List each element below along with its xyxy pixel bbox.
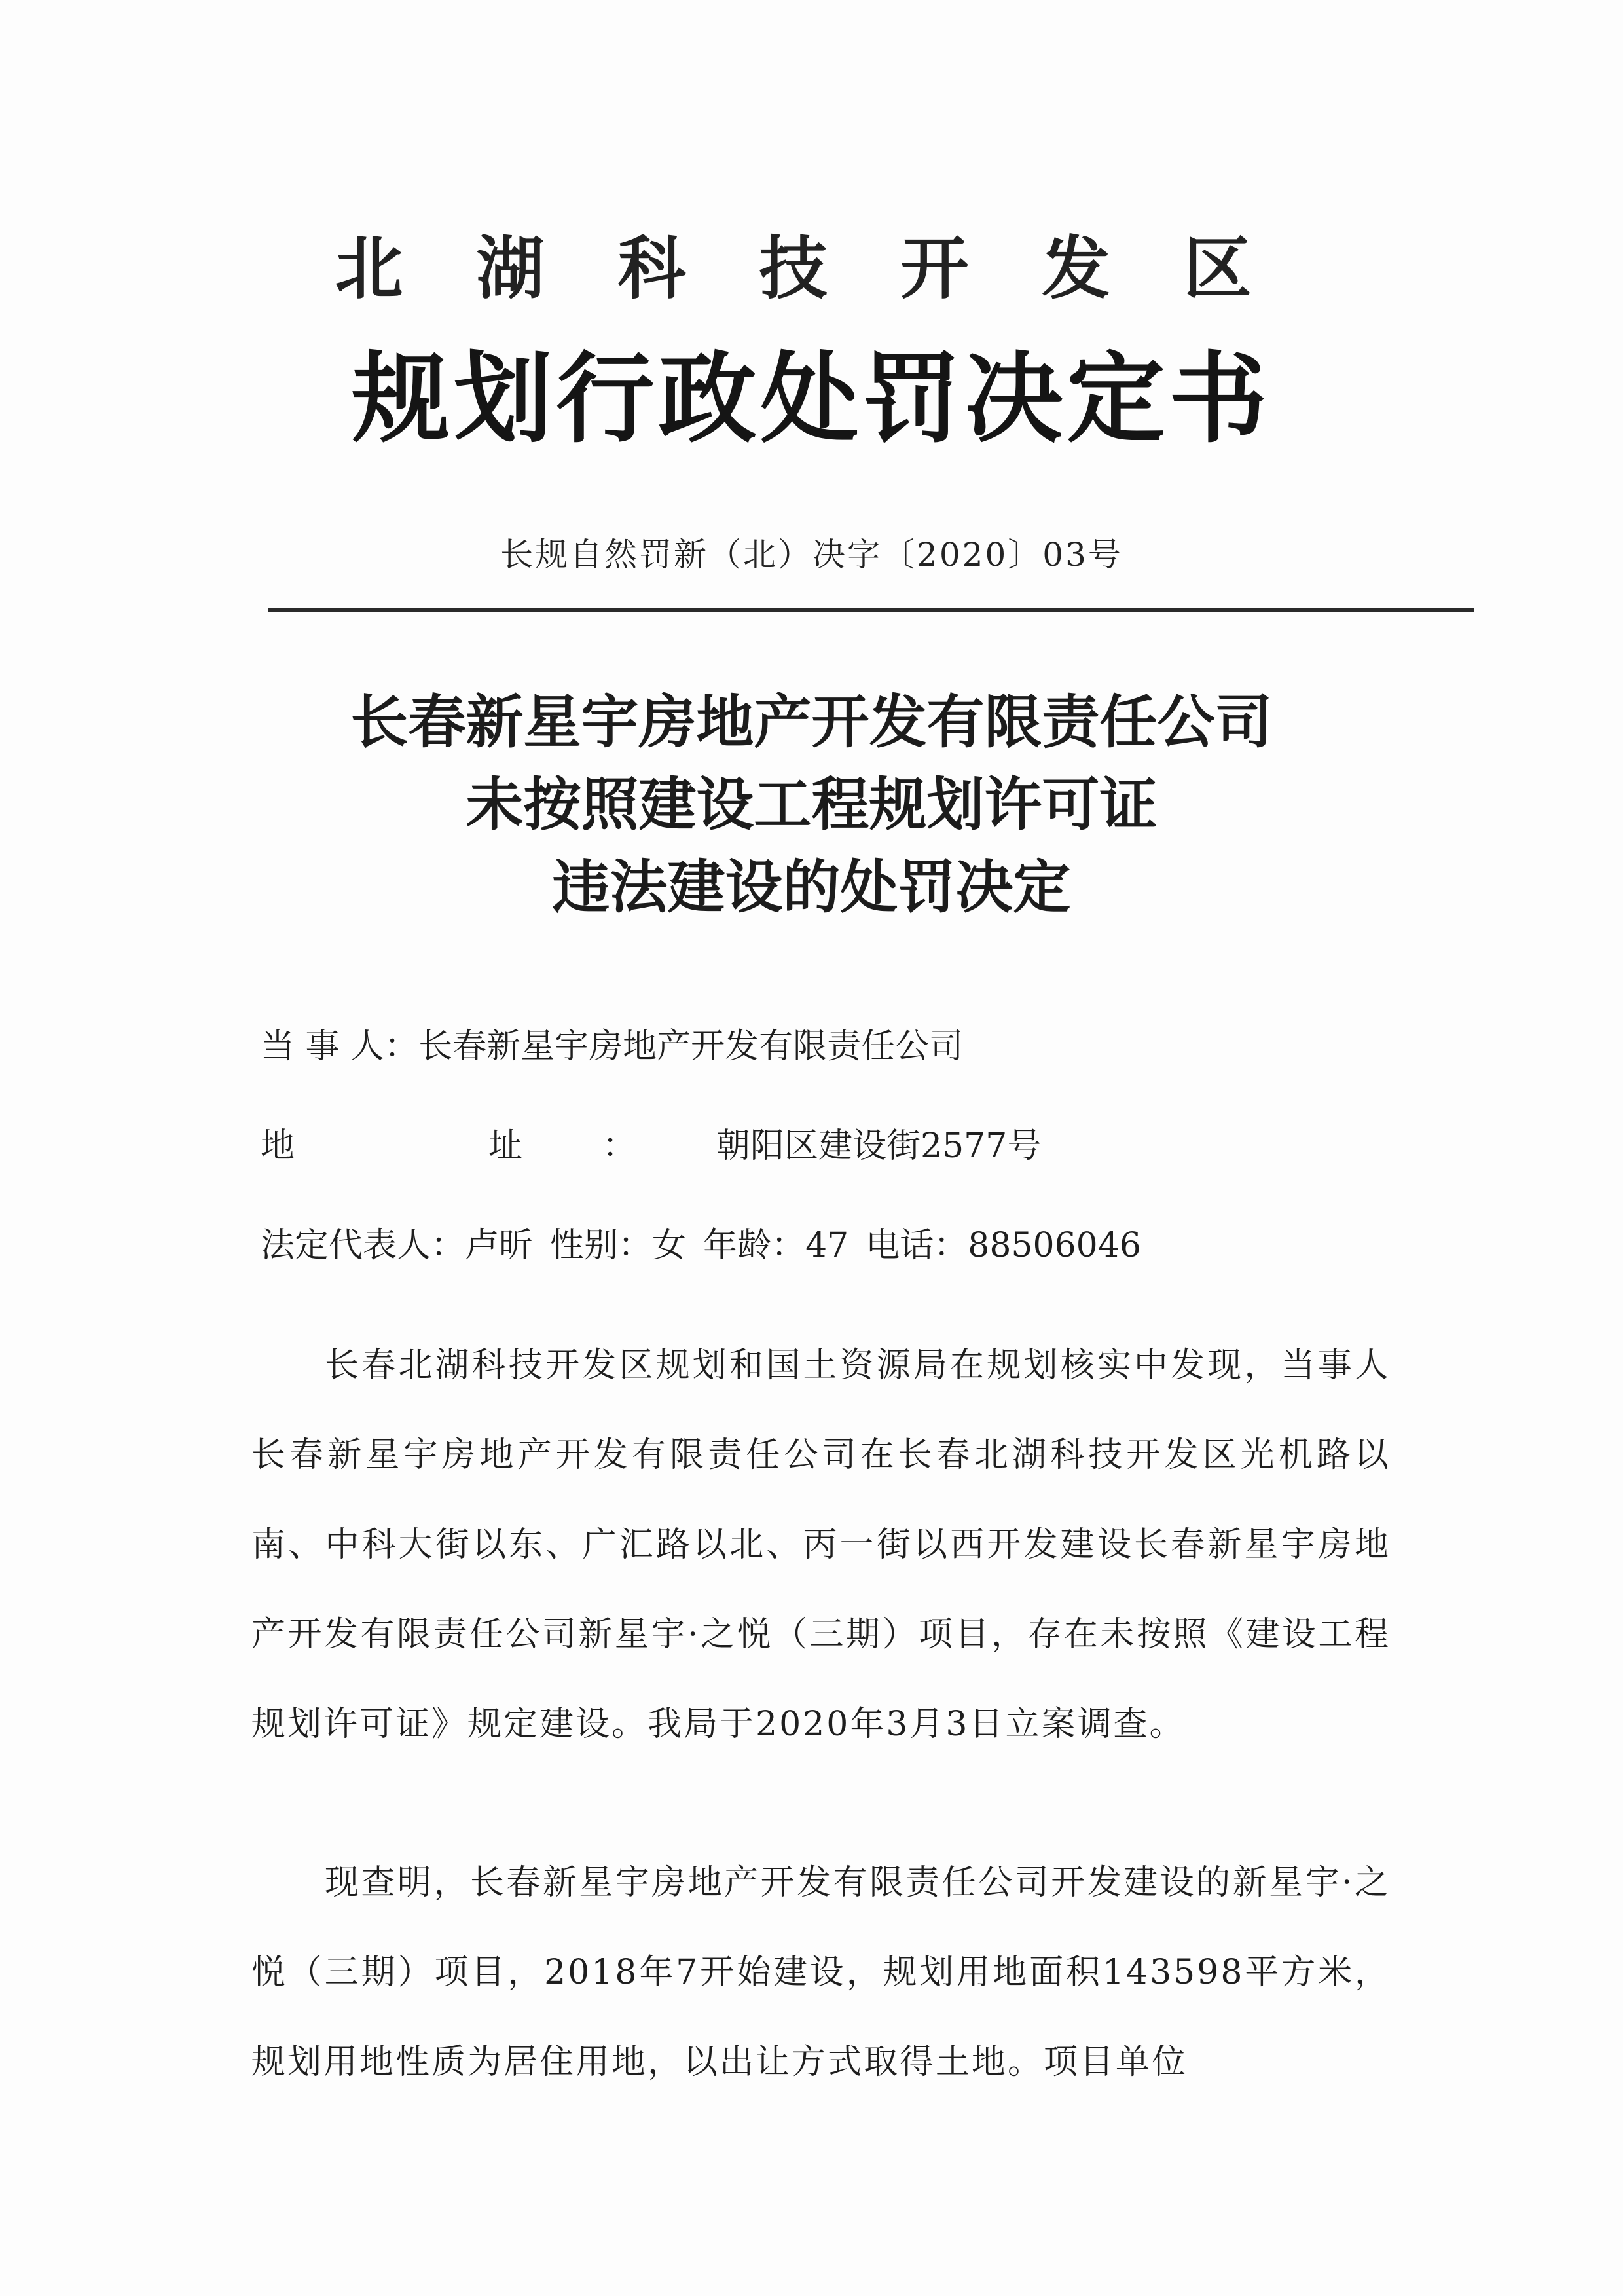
- gender-value: 女: [652, 1226, 687, 1265]
- party-name-label: 当 事 人：: [261, 1027, 419, 1066]
- party-name-row: [261, 1022, 1141, 1121]
- document-type-title: 规划行政处罚决定书: [352, 343, 1271, 456]
- subject-line-1: 长春新星宇房地产开发有限责任公司: [350, 688, 1273, 756]
- party-address-label: 地 址：: [261, 1126, 717, 1166]
- issuer-title: 北湖科技开发区: [335, 229, 1325, 308]
- party-address-row: [261, 1121, 1141, 1221]
- phone-label: 电话：: [866, 1226, 968, 1265]
- party-name-value: 长春新星宇房地产开发有限责任公司: [418, 1027, 964, 1066]
- age-value: 47: [805, 1226, 849, 1265]
- subject-line-3: 违法建设的处罚决定: [552, 853, 1071, 921]
- body-paragraph-1: 长春北湖科技开发区规划和国土资源局在规划核实中发现，当事人长春新星宇房地产开发有限责任公司在长春北湖科技开发区光机路以南、中科大街以东、广汇路以北、丙一街以西开发建设长春新星宇房地产开发有限责任公司新星宇·之悦（三期）项目，存在未按照《建设工程规划许可证》规定建设。我局于2020年3月3日立案调查。: [251, 1346, 1391, 1744]
- phone-value: 88506046: [968, 1226, 1141, 1265]
- decision-subject: [0, 681, 1623, 929]
- age-label: 年龄：: [703, 1226, 806, 1265]
- party-address-value: 朝阳区建设街2577号: [716, 1126, 1042, 1166]
- header-divider: [268, 608, 1474, 612]
- party-info: [261, 1022, 1141, 1320]
- document-number: 长规自然罚新（北）决字〔2020〕03号: [500, 536, 1123, 574]
- gender-label: 性别：: [550, 1226, 653, 1265]
- body-paragraph-2: 现查明，长春新星宇房地产开发有限责任公司开发建设的新星宇·之悦（三期）项目，2018年7开始建设，规划用地面积143598平方米，规划用地性质为居住用地，以出让方式取得土地。项目单位: [251, 1863, 1391, 2082]
- subject-line-2: 未按照建设工程规划许可证: [465, 771, 1158, 838]
- representative-label: 法定代表人：: [261, 1226, 465, 1265]
- representative-value: 卢昕: [465, 1226, 534, 1265]
- party-representative-row: [261, 1221, 1141, 1320]
